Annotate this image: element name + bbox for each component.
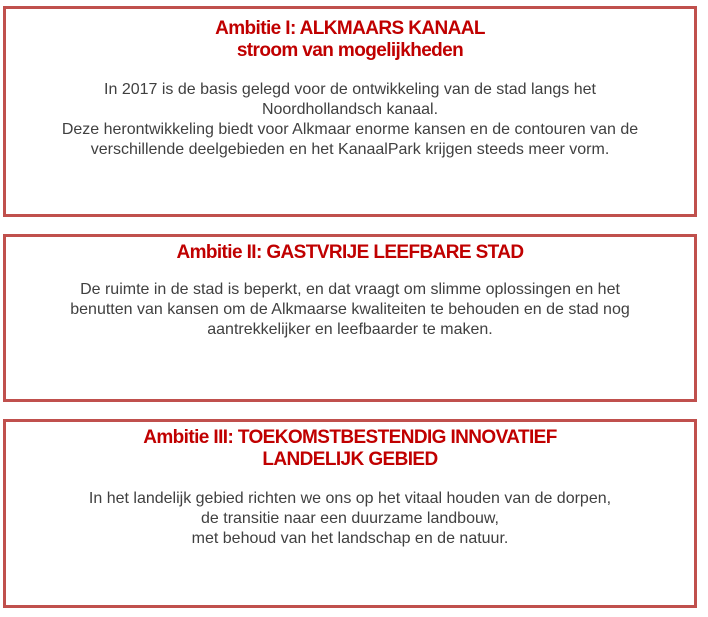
- ambition-description: [6, 471, 694, 549]
- title-line: LANDELIJK GEBIED: [262, 449, 438, 470]
- ambition-title: [6, 237, 694, 264]
- title-line: Ambitie I: ALKMAARS KANAAL: [215, 18, 485, 39]
- body-line: benutten van kansen om de Alkmaarse kwaliteiten te behouden en de stad nog: [70, 301, 630, 318]
- body-line: De ruimte in de stad is beperkt, en dat vraagt om slimme oplossingen en het: [80, 281, 620, 298]
- body-line: verschillende deelgebieden en het KanaalPark krijgen steeds meer vorm.: [90, 141, 610, 158]
- title-line: stroom van mogelijkheden: [236, 40, 464, 61]
- ambition-description: [6, 62, 694, 160]
- body-line: Noordhollandsch kanaal.: [261, 101, 439, 118]
- ambition-card-2: [3, 234, 697, 402]
- ambition-card-3: [3, 419, 697, 608]
- body-line: In het landelijk gebied richten we ons op het vitaal houden van de dorpen,: [88, 490, 612, 507]
- ambition-description: [6, 264, 694, 340]
- body-line: aantrekkelijker en leefbaarder te maken.: [207, 321, 493, 338]
- ambition-title: [6, 9, 694, 62]
- body-line: In 2017 is de basis gelegd voor de ontwikkeling van de stad langs het: [104, 81, 596, 98]
- body-line: met behoud van het landschap en de natuur.: [191, 530, 509, 547]
- title-line: Ambitie II: GASTVRIJE LEEFBARE STAD: [176, 242, 524, 263]
- ambition-card-1: [3, 6, 697, 217]
- body-line: Deze herontwikkeling biedt voor Alkmaar enorme kansen en de contouren van de: [61, 121, 639, 138]
- ambition-title: [6, 422, 694, 471]
- title-line: Ambitie III: TOEKOMSTBESTENDIG INNOVATIEF: [143, 427, 557, 448]
- body-line: de transitie naar een duurzame landbouw,: [201, 510, 499, 527]
